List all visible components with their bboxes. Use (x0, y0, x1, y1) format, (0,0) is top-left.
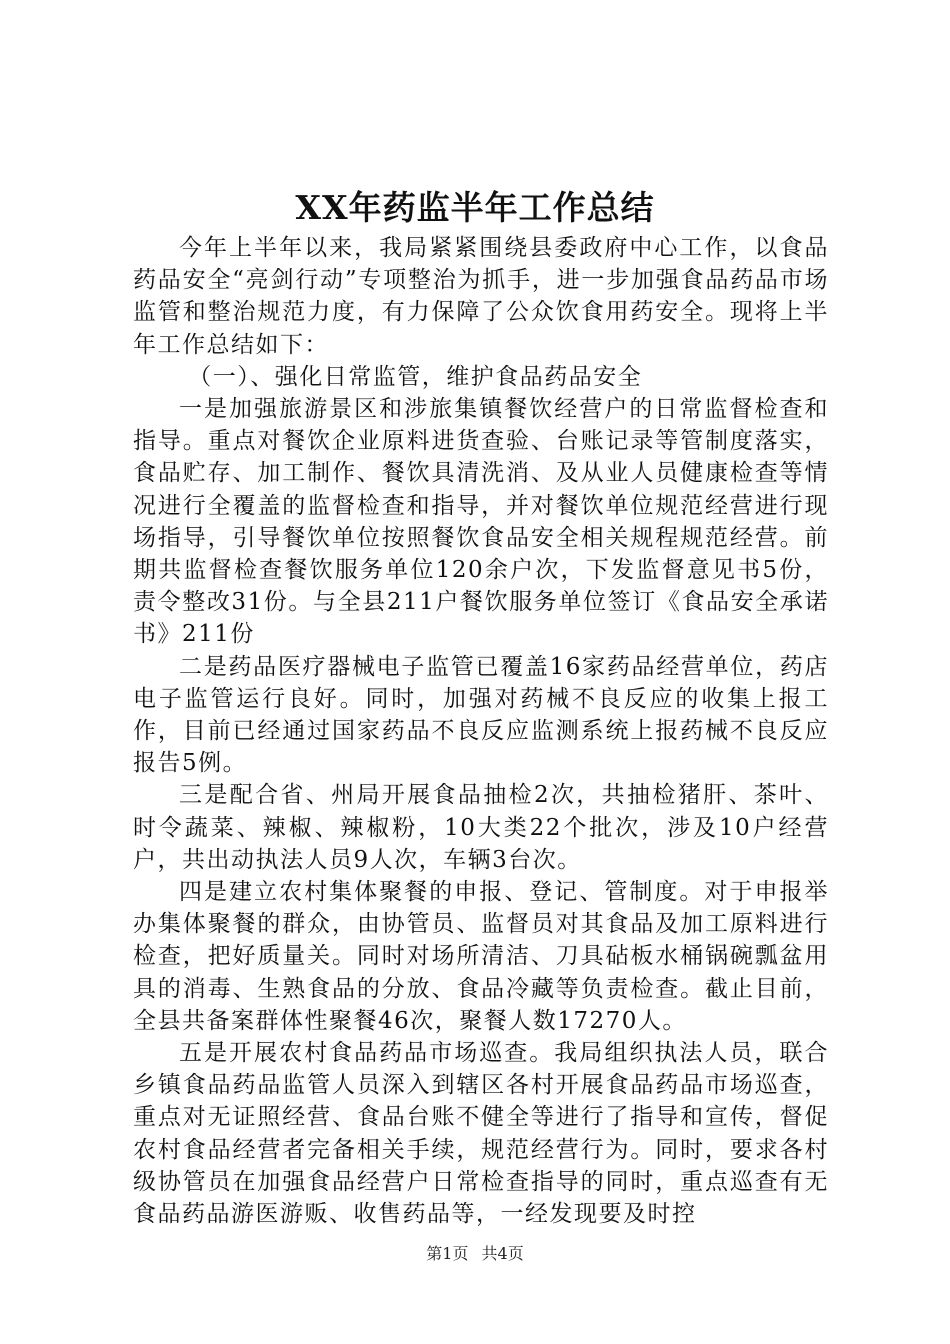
page-footer (0, 1243, 950, 1265)
paragraph-item-2: 二是药品医疗器械电子监管已覆盖16家药品经营单位，药店电子监管运行良好。同时，加强对药械不良反应的收集上报工作，目前已经通过国家药品不良反应监测系统上报药械不良反应报告5例。 (133, 653, 829, 777)
paragraph-item-1: 一是加强旅游景区和涉旅集镇餐饮经营户的日常监督检查和指导。重点对餐饮企业原料进货查验、台账记录等管制度落实，食品贮存、加工制作、餐饮具清洗消、及从业人员健康检查等情况进行全覆盖的监督检查和指导，并对餐饮单位规范经营进行现场指导，引导餐饮单位按照餐饮食品安全相关规程规范经营。前期共监督检查餐饮服务单位120余户次，下发监督意见书5份，责令整改31份。与全县211户餐饮服务单位签订《食品安全承诺书》211份 (133, 396, 829, 648)
page-number: 第1页 (426, 1244, 469, 1263)
paragraph-intro: 今年上半年以来，我局紧紧围绕县委政府中心工作，以食品药品安全“亮剑行动”专项整治为抓手，进一步加强食品药品市场监管和整治规范力度，有力保障了公众饮食用药安全。现将上半年工作总结如下： (133, 235, 829, 358)
section-heading: （一）、强化日常监管，维护食品药品安全 (188, 363, 643, 390)
document-title: XX年药监半年工作总结 (295, 188, 655, 227)
paragraph-item-3: 三是配合省、州局开展食品抽检2次，共抽检猪肝、茶叶、时令蔬菜、辣椒、辣椒粉，10大类22个批次，涉及10户经营户，共出动执法人员9人次，车辆3台次。 (133, 782, 829, 873)
page-total: 共4页 (481, 1244, 524, 1263)
document-body (133, 232, 829, 1230)
paragraph-item-4: 四是建立农村集体聚餐的申报、登记、管制度。对于申报举办集体聚餐的群众，由协管员、监督员对其食品及加工原料进行检查，把好质量关。同时对场所清洁、刀具砧板水桶锅碗瓢盆用具的消毒、生熟食品的分放、食品冷藏等负责检查。截止目前，全县共备案群体性聚餐46次，聚餐人数17270人。 (133, 879, 829, 1034)
paragraph-item-5: 五是开展农村食品药品市场巡查。我局组织执法人员，联合乡镇食品药品监管人员深入到辖区各村开展食品药品市场巡查，重点对无证照经营、食品台账不健全等进行了指导和宣传，督促农村食品经营者完备相关手续，规范经营行为。同时，要求各村级协管员在加强食品经营户日常检查指导的同时，重点巡查有无食品药品游医游贩、收售药品等，一经发现要及时控 (133, 1040, 829, 1228)
